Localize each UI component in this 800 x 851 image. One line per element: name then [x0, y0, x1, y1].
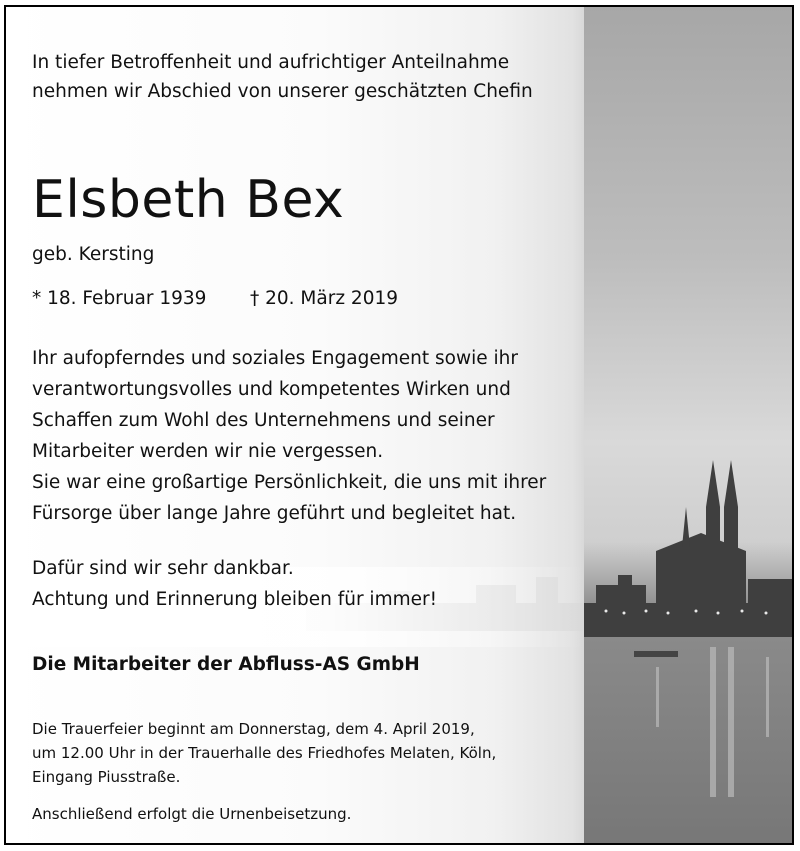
tribute-line: verantwortungsvolles und kompetentes Wirken und	[32, 379, 511, 400]
life-dates	[32, 284, 432, 313]
obituary-notice	[4, 5, 794, 845]
thanks-text	[32, 553, 437, 615]
intro-text	[32, 48, 533, 106]
funeral-line: Die Trauerfeier beginnt am Donnerstag, dem 4. April 2019,	[32, 720, 475, 738]
signature: Die Mitarbeiter der Abfluss-AS GmbH	[32, 654, 420, 675]
funeral-line: um 12.00 Uhr in der Trauerhalle des Friedhofes Melaten, Köln,	[32, 744, 497, 762]
tribute-line: Mitarbeiter werden wir nie vergessen.	[32, 441, 384, 462]
tribute-line: Ihr aufopferndes und soziales Engagement sowie ihr	[32, 348, 518, 369]
funeral-line: Eingang Piusstraße.	[32, 768, 181, 786]
death-date: † 20. März 2019	[250, 288, 399, 309]
deceased-name: Elsbeth Bex	[32, 170, 345, 230]
intro-line: In tiefer Betroffenheit und aufrichtiger Anteilnahme	[32, 52, 510, 73]
intro-line: nehmen wir Abschied von unserer geschätzten Chefin	[32, 81, 533, 102]
tribute-line: Sie war eine großartige Persönlichkeit, die uns mit ihrer	[32, 472, 547, 493]
tribute-text	[32, 343, 546, 529]
tribute-line: Schaffen zum Wohl des Unternehmens und seiner	[32, 410, 495, 431]
thanks-line: Achtung und Erinnerung bleiben für immer!	[32, 589, 438, 610]
tribute-line: Fürsorge über lange Jahre geführt und begleitet hat.	[32, 503, 517, 524]
burial-info: Anschließend erfolgt die Urnenbeisetzung.	[32, 805, 352, 823]
maiden-name: geb. Kersting	[32, 244, 155, 265]
thanks-line: Dafür sind wir sehr dankbar.	[32, 558, 294, 579]
birth-date: * 18. Februar 1939	[32, 288, 207, 309]
funeral-info	[32, 717, 496, 789]
